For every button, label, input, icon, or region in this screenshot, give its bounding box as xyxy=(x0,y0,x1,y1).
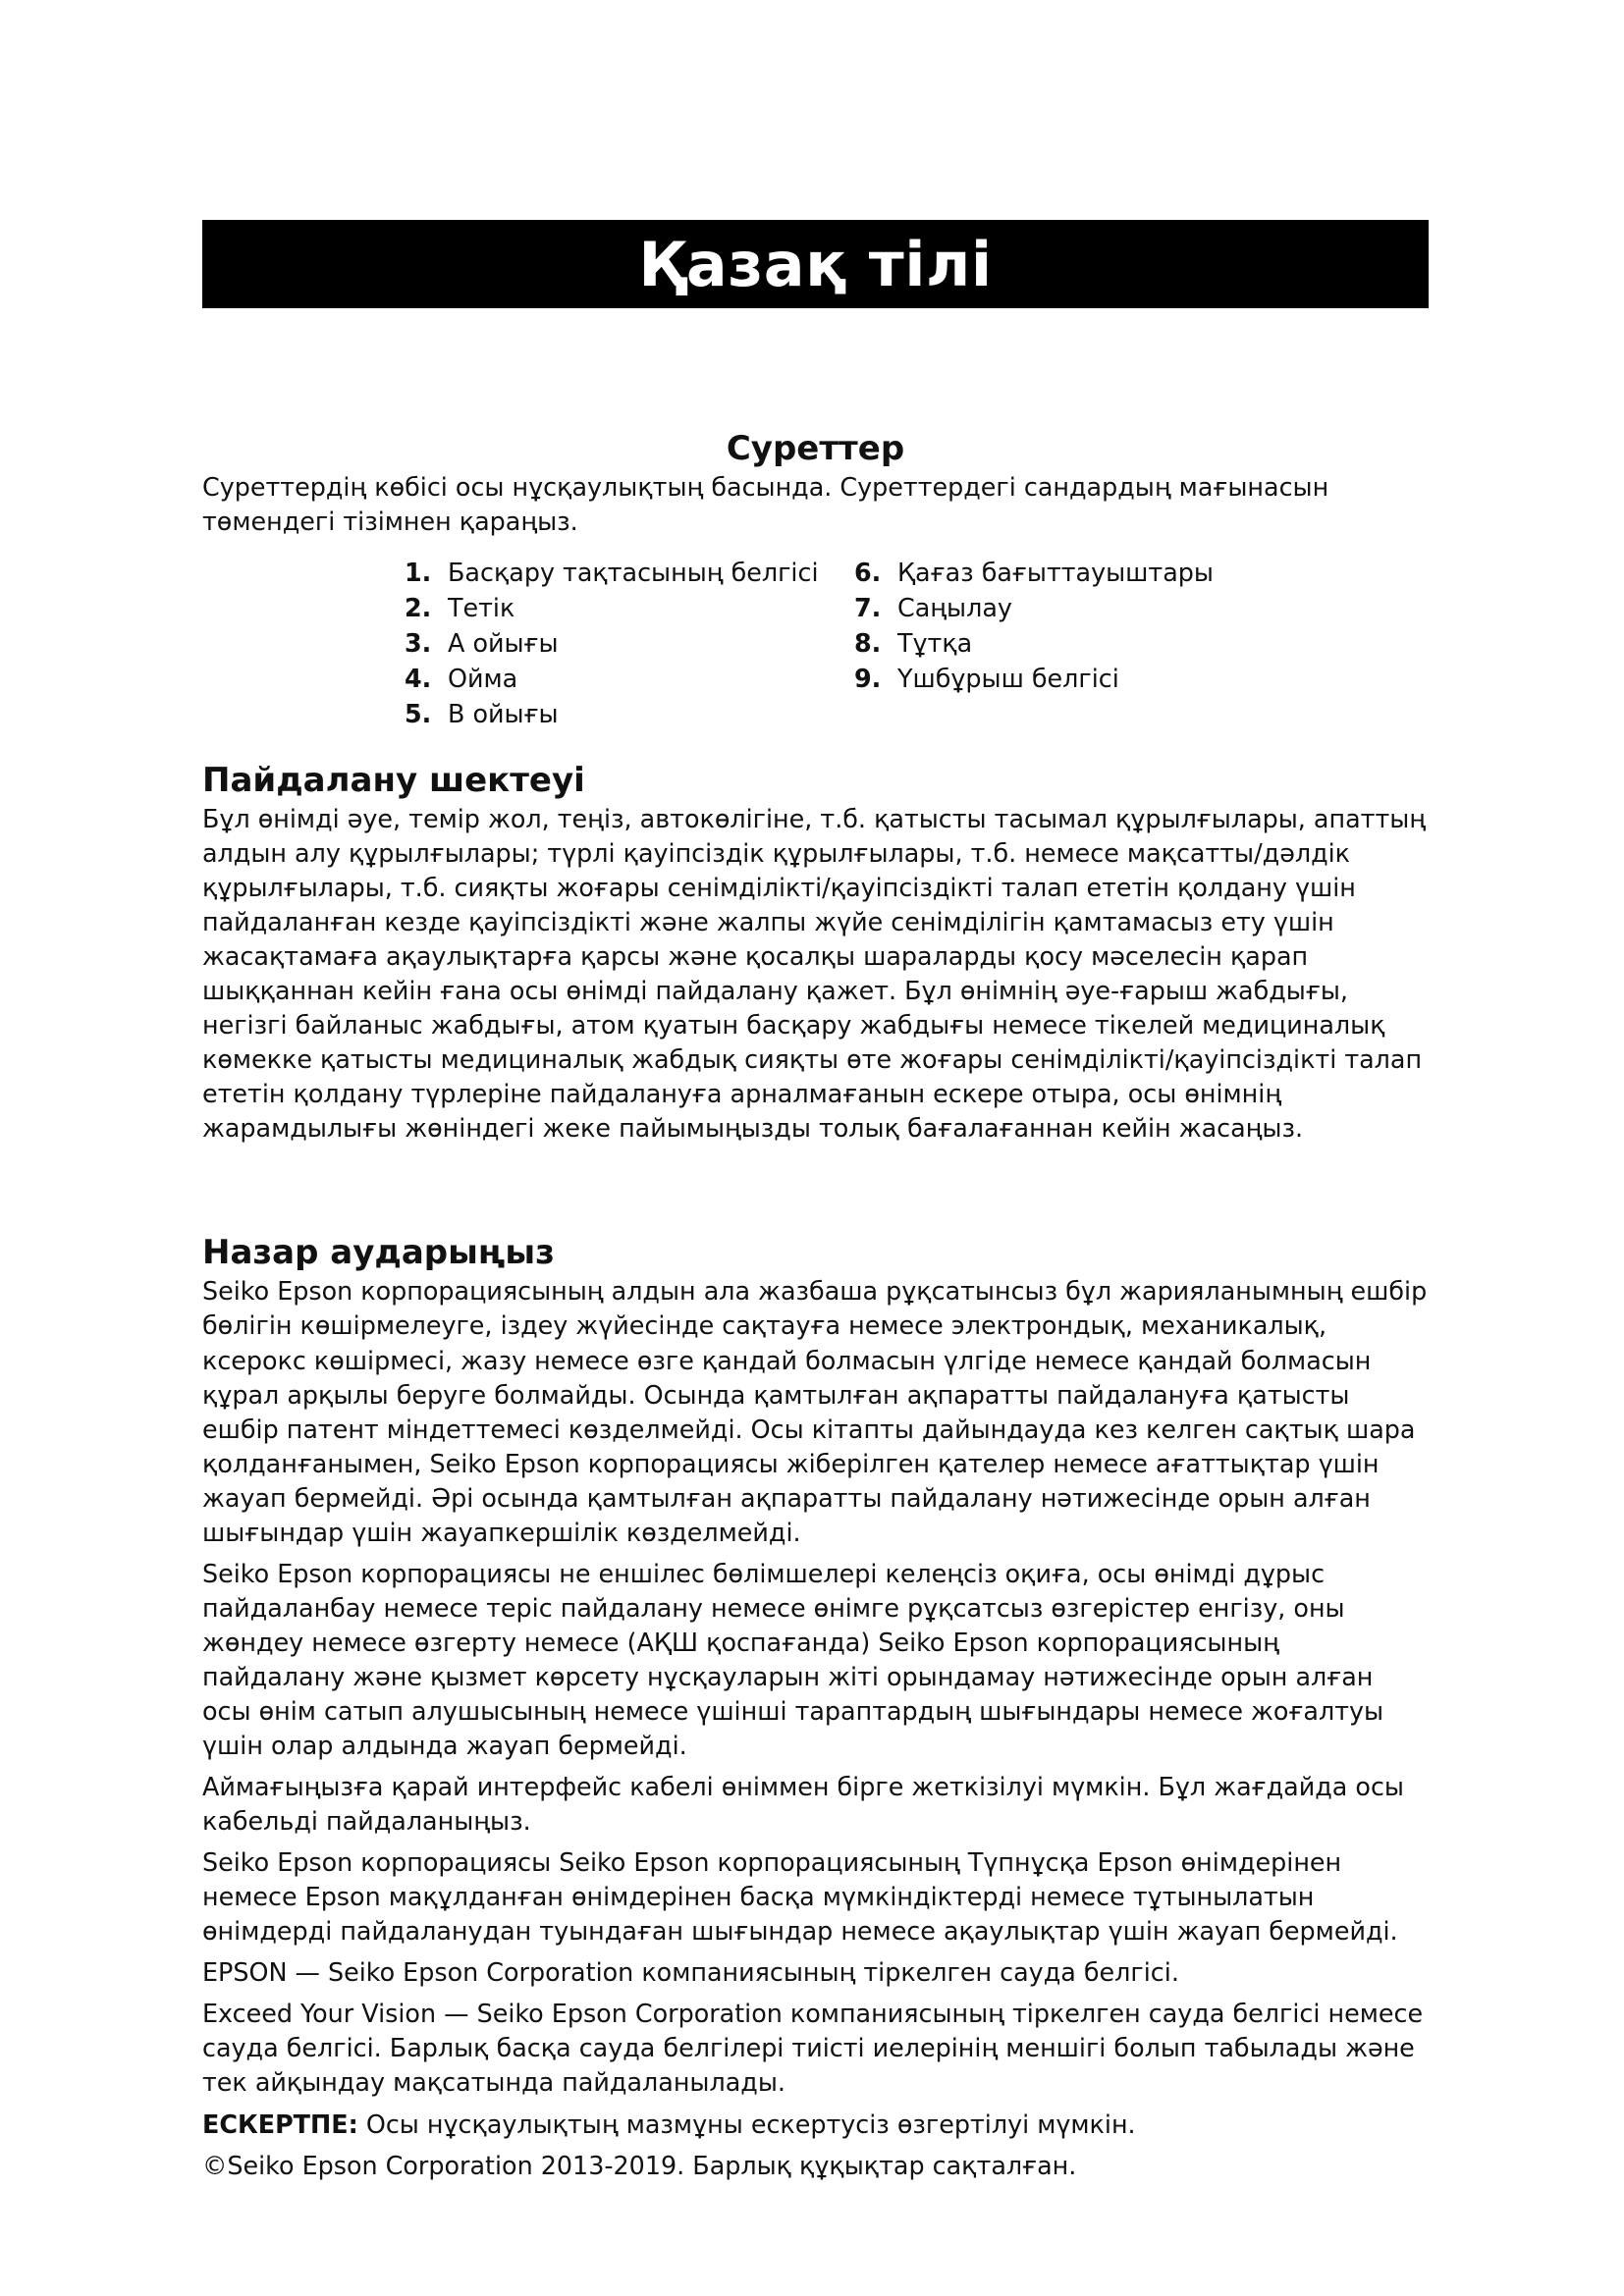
notice-heading: Назар аударыңыз xyxy=(202,1233,555,1273)
spacer xyxy=(202,731,1429,759)
list-number: 4. xyxy=(405,663,432,693)
list-item xyxy=(405,555,854,590)
list-item xyxy=(854,590,1304,625)
title-banner xyxy=(202,220,1429,308)
notice-paragraph: Аймағыңызға қарай интерфейс кабелі өніммен бірге жеткізілуі мүмкін. Бұл жағдайда осы кабельді пайдаланыңыз. xyxy=(202,1772,1404,1837)
notice-paragraph: Seiko Epson корпорациясы Seiko Epson корпорациясының Түпнұсқа Epson өнімдерінен немесе Epson мақұлданған өнімдерінен басқа мүмкіндіктерді немесе тұтынылатын өнімдерді пайдаланудан туындаған шығындар немесе ақаулықтар үшін жауап бермейді. xyxy=(202,1847,1398,1947)
notice-paragraph: Seiko Epson корпорациясы не еншілес бөлімшелері келеңсіз оқиға, осы өнімді дұрыс пайдаланбау немесе теріс пайдалану немесе өнімге рұқсатсыз өзгерістер енгізу, оны жөндеу немесе өзгерту немесе (АҚШ қоспағанда) Seiko Epson корпорациясының пайдалану және қызмет көрсету нұсқауларын жіті орындамау нәтижесінде орын алған осы өнім сатып алушысының немесе үшінші тараптардың шығындары немесе жоғалтуы үшін олар алдында жауап бермейді. xyxy=(202,1558,1384,1761)
illustrations-heading: Суреттер xyxy=(726,429,905,468)
list-label: Саңылау xyxy=(897,592,1012,622)
list-label: A ойығы xyxy=(448,627,559,658)
restrictions-text: Бұл өнімді әуе, темір жол, теңіз, автокөлігіне, т.б. қатысты тасымал құрылғылары, апаттың алдын алу құрылғылары; түрлі қауіпсіздік құрылғылары, т.б. немесе мақсатты/дәлдік құрылғылары, т.б. сияқты жоғары сенімділікті/қауіпсіздікті талап ететін қолдану үшін пайдаланған кезде қауіпсіздікті және жалпы жүйе сенімділігін қамтамасыз ету үшін жасақтамаға ақаулықтарға қарсы және қосалқы шараларды қосу мәселесін қарап шыққаннан кейін ғана осы өнімді пайдалану қажет. Бұл өнімнің әуе-ғарыш жабдығы, негізгі байланыс жабдығы, атом қуатын басқару жабдығы немесе тікелей медициналық көмекке қатысты медициналық жабдық сияқты өте жоғары сенімділікті/қауіпсіздікті талап ететін қолдану түрлеріне пайдалануға арналмағанын ескере отыра, осы өнімнің жарамдылығы жөніндегі жеке пайымыңызды толық бағалағаннан кейін жасаңыз. xyxy=(202,803,1427,1144)
list-item xyxy=(405,661,854,696)
list-number: 7. xyxy=(854,592,882,622)
notice-paragraph: Seiko Epson корпорациясының алдын ала жазбаша рұқсатынсыз бұл жарияланымның ешбір бөлігін көшірмелеуге, іздеу жүйесінде сақтауға немесе электрондық, механикалық, ксерокс көшірмесі, жазу немесе өзге қандай болмасын үлгіде немесе қандай болмасын құрал арқылы беруге болмайды. Осында қамтылған ақпаратты пайдалануға қатысты ешбір патент міндеттемесі көзделмейді. Осы кітапты дайындауда кез келген сақтық шара қолданғанымен, Seiko Epson корпорациясы жіберілген қателер немесе ағаттықтар үшін жауап бермейді. Әрі осында қамтылған ақпаратты пайдалану нәтижесінде орын алған шығындар үшін жауапкершілік көзделмейді. xyxy=(202,1276,1428,1547)
note-label: ЕСКЕРТПЕ: xyxy=(202,2109,358,2139)
note-text: Осы нұсқаулықтың мазмұны ескертусіз өзгертілуі мүмкін. xyxy=(357,2109,1136,2139)
list-number: 3. xyxy=(405,627,432,658)
list-number: 5. xyxy=(405,698,432,728)
legend-column-right xyxy=(854,555,1304,731)
list-label: Тұтқа xyxy=(897,627,973,658)
copyright-text: ©Seiko Epson Corporation 2013-2019. Барлық құқықтар сақталған. xyxy=(202,2150,1077,2180)
list-number: 6. xyxy=(854,557,882,587)
list-label: Басқару тақтасының белгісі xyxy=(448,557,819,587)
list-number: 8. xyxy=(854,627,882,658)
list-number: 1. xyxy=(405,557,432,587)
note-paragraph xyxy=(202,2108,1429,2142)
list-label: B ойығы xyxy=(448,698,559,728)
list-item xyxy=(405,590,854,625)
list-number: 9. xyxy=(854,663,882,693)
list-label: Қағаз бағыттауыштары xyxy=(897,557,1214,587)
list-label: Тетік xyxy=(448,592,515,622)
list-item xyxy=(405,696,854,731)
list-item xyxy=(405,625,854,661)
list-number: 2. xyxy=(405,592,432,622)
illustrations-legend xyxy=(405,555,1429,731)
list-item xyxy=(854,625,1304,661)
notice-paragraph: Exceed Your Vision — Seiko Epson Corporation компаниясының тіркелген сауда белгісі немесе сауда белгісі. Барлық басқа сауда белгілері тиісті иелерінің меншігі болып табылады және тек айқындау мақсатында пайдаланылады. xyxy=(202,1999,1424,2098)
list-item xyxy=(854,661,1304,696)
list-item xyxy=(854,555,1304,590)
notice-paragraph: EPSON — Seiko Epson Corporation компаниясының тіркелген сауда белгісі. xyxy=(202,1957,1179,1988)
legend-column-left xyxy=(405,555,854,731)
restrictions-heading: Пайдалану шектеуі xyxy=(202,760,585,800)
document-body xyxy=(202,428,1429,2190)
illustrations-intro: Суреттердің көбісі осы нұсқаулықтың басында. Суреттердегі сандардың мағынасын төмендегі тізімнен қараңыз. xyxy=(202,471,1329,536)
spacer xyxy=(202,1152,1429,1231)
page-title: Қазақ тілі xyxy=(638,228,993,300)
list-label: Ойма xyxy=(448,663,518,693)
list-label: Үшбұрыш белгісі xyxy=(897,663,1119,693)
